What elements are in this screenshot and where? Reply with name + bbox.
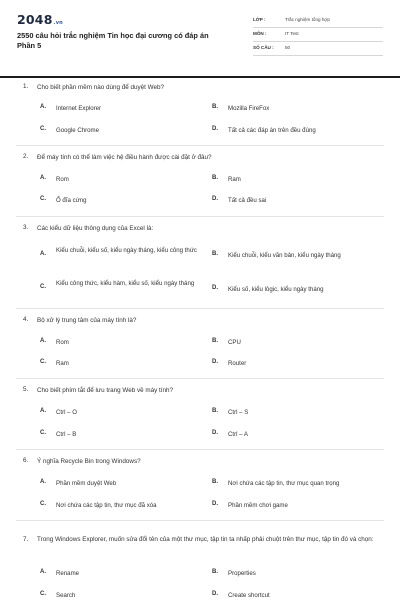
option-text: Ctrl – B	[56, 431, 77, 438]
question-text: Cho biết phím tắt để lưu trang Web về máy tính?	[37, 387, 174, 394]
option-letter: D.	[212, 591, 218, 597]
question-text: Cho biết phần mềm nào dùng để duyệt Web?	[37, 84, 164, 91]
option-letter: D.	[212, 359, 218, 365]
question-number: 7.	[23, 536, 29, 543]
option-text: Kiểu số, kiểu lôgic, kiểu ngày tháng	[228, 286, 324, 293]
option-text: Nơi chứa các tập tin, thư mục đã xóa	[56, 502, 157, 509]
question-number: 3.	[23, 224, 29, 231]
question-text: Trong Windows Explorer, muốn sửa đổi tên của một thư mục, tập tin ta nhấp phải chuột trên thư mục, tập tin đó và chọn:	[37, 536, 374, 543]
option-letter: B.	[212, 408, 218, 414]
option-letter: A.	[40, 479, 46, 485]
meta-row-count	[253, 42, 383, 56]
option-letter: C.	[40, 591, 46, 597]
question-text: Các kiểu dữ liệu thông dụng của Excel là:	[37, 225, 154, 232]
meta-row-subject	[253, 28, 383, 42]
option-text: Tất cả các đáp án trên đều đúng	[228, 127, 316, 134]
question-number: 5.	[23, 386, 29, 393]
question-number: 6.	[23, 457, 29, 464]
document-header	[0, 0, 400, 76]
option-letter: B.	[212, 104, 218, 110]
question-divider	[16, 449, 384, 450]
site-logo[interactable]	[17, 12, 63, 27]
question-text: Bộ xử lý trung tâm của máy tính là?	[37, 317, 137, 324]
meta-value: IT Test	[285, 31, 299, 36]
option-letter: C.	[40, 359, 46, 365]
option-text: Phần mềm chơi game	[228, 502, 288, 509]
option-letter: B.	[212, 175, 218, 181]
question-number: 2.	[23, 153, 29, 160]
option-letter: C.	[40, 430, 46, 436]
meta-row-class	[253, 14, 383, 28]
option-text: Ram	[56, 360, 69, 367]
option-letter: D.	[212, 430, 218, 436]
meta-value: 50	[285, 45, 291, 50]
option-text: Kiểu chuỗi, kiểu số, kiểu ngày tháng, kiểu công thức	[56, 247, 197, 254]
option-text: Kiểu chuỗi, kiểu văn bản, kiểu ngày tháng	[228, 252, 341, 259]
option-letter: D.	[212, 196, 218, 202]
document-meta	[253, 14, 383, 56]
question-divider	[16, 145, 384, 146]
option-letter: A.	[40, 104, 46, 110]
option-letter: D.	[212, 285, 218, 291]
option-text: CPU	[228, 339, 241, 346]
meta-key: LỚP :	[253, 17, 266, 22]
document-title: 2550 câu hỏi trắc nghiệm Tin học đại cương có đáp án Phần 5	[17, 31, 209, 50]
option-letter: B.	[212, 338, 218, 344]
option-letter: B.	[212, 569, 218, 575]
option-text: Google Chrome	[56, 127, 100, 134]
option-text: Nơi chứa các tập tin, thư mục quan trọng	[228, 480, 340, 487]
option-text: Ctrl – S	[228, 409, 249, 416]
question-divider	[16, 520, 384, 521]
option-text: Ram	[228, 176, 241, 183]
option-letter: C.	[40, 196, 46, 202]
option-letter: C.	[40, 126, 46, 132]
option-letter: A.	[40, 338, 46, 344]
option-text: Kiểu công thức, kiểu hàm, kiểu số, kiểu ngày tháng	[56, 280, 195, 287]
option-text: Rom	[56, 176, 69, 183]
meta-key: MÔN :	[253, 31, 267, 36]
option-text: Rom	[56, 339, 69, 346]
meta-key: SỐ CÂU :	[253, 45, 274, 50]
option-text: Router	[228, 360, 247, 367]
question-number: 1.	[23, 83, 29, 90]
header-divider	[0, 76, 400, 78]
option-text: Phần mềm duyệt Web	[56, 480, 117, 487]
option-text: Ổ đĩa cứng	[56, 197, 87, 204]
meta-value: Trắc nghiệm tổng hợp	[285, 17, 330, 22]
option-letter: A.	[40, 408, 46, 414]
option-text: Search	[56, 592, 76, 599]
option-letter: D.	[212, 126, 218, 132]
option-text: Mozilla FireFox	[228, 105, 270, 112]
option-text: Ctrl – A	[228, 431, 248, 438]
option-letter: A.	[40, 569, 46, 575]
option-letter: C.	[40, 501, 46, 507]
logo-suffix: .vn	[53, 20, 63, 26]
option-text: Create shortcut	[228, 592, 270, 599]
question-divider	[16, 216, 384, 217]
option-letter: B.	[212, 251, 218, 257]
option-letter: B.	[212, 479, 218, 485]
option-letter: A.	[40, 175, 46, 181]
question-text: Để máy tính có thể làm việc hệ điều hành được cài đặt ở đâu?	[37, 154, 212, 161]
option-text: Properties	[228, 570, 256, 577]
option-letter: D.	[212, 501, 218, 507]
question-number: 4.	[23, 316, 29, 323]
option-text: Tất cả đều sai	[228, 197, 267, 204]
question-divider	[16, 378, 384, 379]
option-text: Ctrl – O	[56, 409, 77, 416]
question-divider	[16, 308, 384, 309]
logo-text: 2048	[17, 12, 53, 27]
option-letter: C.	[40, 284, 46, 290]
question-text: Ý nghĩa Recycle Bin trong Windows?	[37, 458, 141, 465]
option-letter: A.	[40, 251, 46, 257]
option-text: Internet Explorer	[56, 105, 102, 112]
option-text: Rename	[56, 570, 80, 577]
